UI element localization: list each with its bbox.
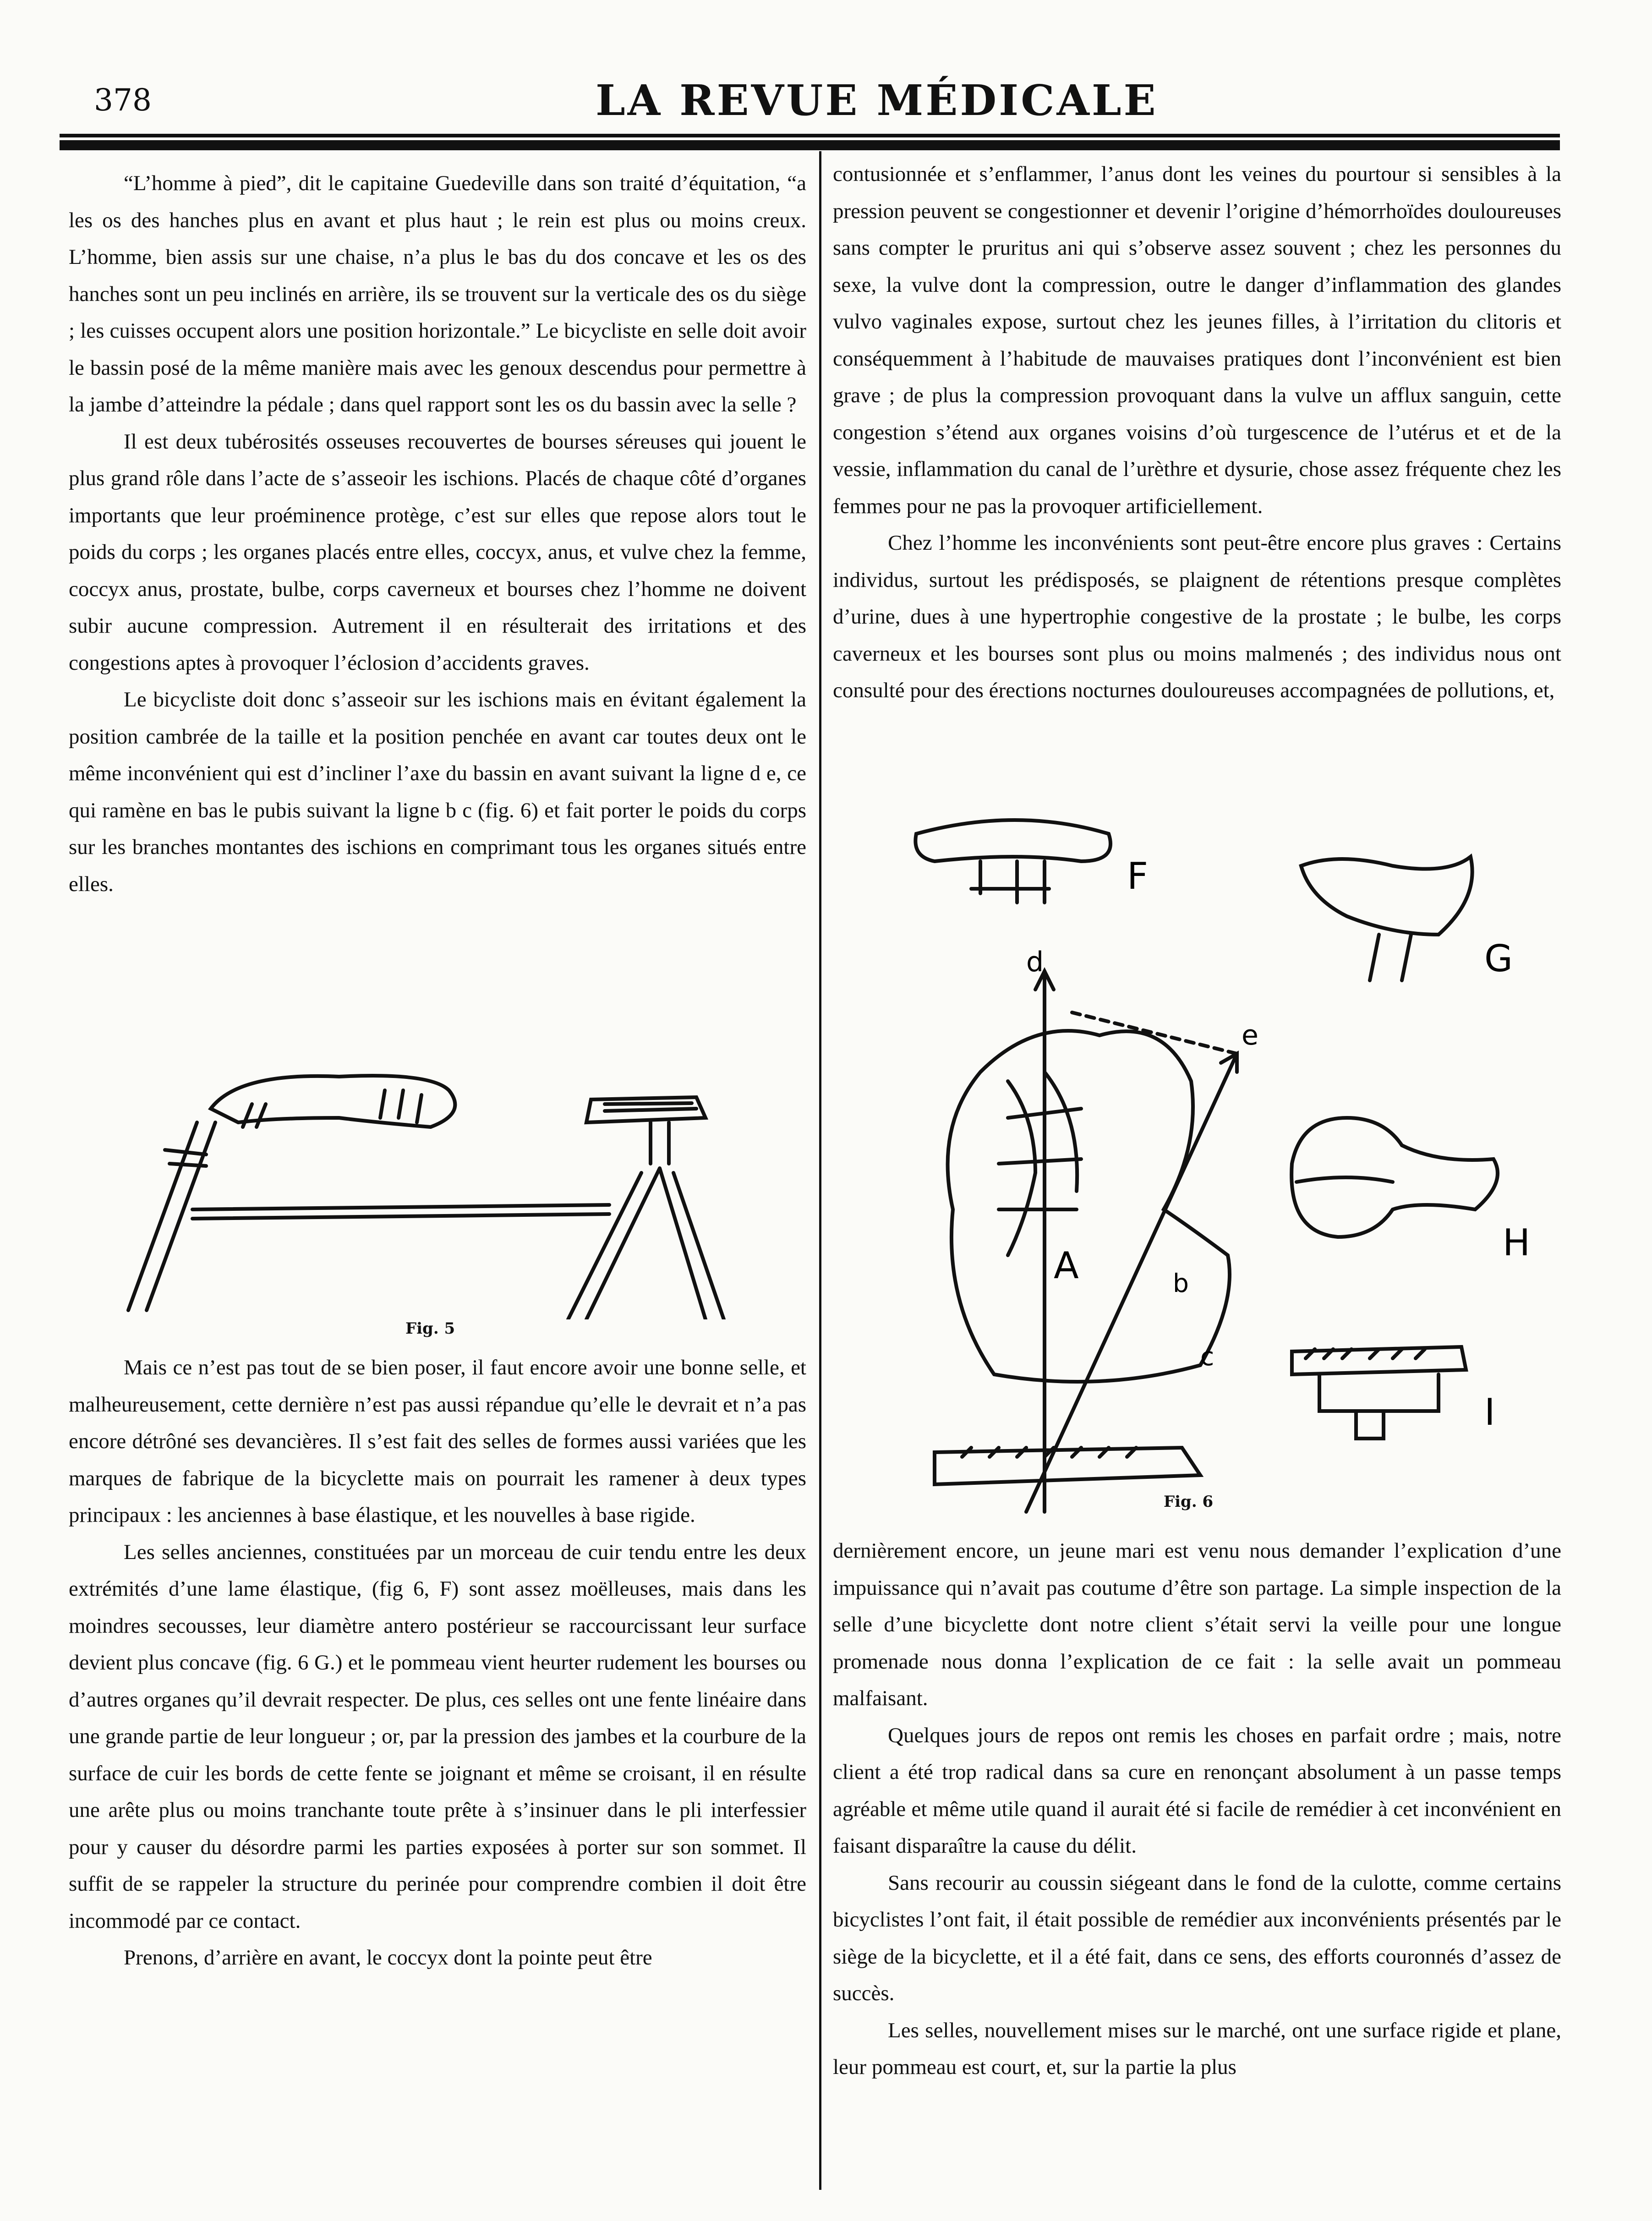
header-rule-thick — [60, 140, 1560, 150]
saddle-base — [935, 1448, 1200, 1484]
figure-6-label-b: b — [1173, 1269, 1189, 1298]
paragraph: Mais ce n’est pas tout de se bien poser, il faut encore avoir une bonne selle, et malheureusement, cette dernière n’est pas aussi répandue qu’elle le devrait et n’a pas encore détrôné ses devancières. Il s’est fait des selles de formes aussi variées que les marques de fabrique de la bicyclette mais on pourrait les ramener à deux types principaux : les anciennes à base élastique, et les nouvelles à base rigide. — [69, 1356, 806, 1527]
figure-5-bicycle-drawing — [101, 1054, 788, 1319]
paragraph: Prenons, d’arrière en avant, le coccyx dont la pointe peut être — [124, 1946, 652, 1969]
seat-post — [651, 1122, 669, 1164]
figure-6-saddles-and-pelvis — [843, 797, 1558, 1530]
right-column-text-bottom — [833, 1532, 1561, 2086]
left-column-text-top — [69, 165, 806, 903]
left-column-text-bottom — [69, 1349, 806, 1976]
figure-6-label-a: A — [1054, 1244, 1079, 1287]
figure-5-caption: Fig. 5 — [405, 1319, 455, 1338]
figure-6-caption: Fig. 6 — [1164, 1493, 1214, 1511]
header-rule-thin — [60, 134, 1560, 137]
paragraph: contusionnée et s’enflammer, l’anus dont les veines du pourtour si sensibles à la pression peuvent se congestionner et devenir l’origine d’hémorrhoïdes douloureuses sans compter le pruritus ani qui s’observe assez souvent ; chez les personnes du sexe, la vulve dont la compression, outre le danger d’inflammation des glandes vulvo vaginales expose, surtout chez les jeunes filles, à l’irritation du clitoris et conséquemment à l’habitude de mauvaises pratiques dont l’inconvénient est bien grave ; de plus la compression provoquant dans la vulve un afflux sanguin, cette congestion s’étend aux organes voisins d’où turgescence de l’utérus et et de la vessie, inflammation du canal de l’urèthre et dysurie, chose assez fréquente chez les femmes pour ne pas la provoquer artificiellement. — [833, 162, 1561, 518]
figure-6-label-f: F — [1127, 855, 1149, 897]
figure-6-label-c: c — [1200, 1342, 1214, 1371]
figure-6-label-e: e — [1242, 1019, 1258, 1051]
running-head-title: LA REVUE MÉDICALE — [596, 76, 1158, 125]
paragraph: Les selles, nouvellement mises sur le marché, ont une surface rigide et plane, leur pommeau est court, et, sur la partie la plus — [833, 2018, 1561, 2079]
paragraph: Le bicycliste doit donc s’asseoir sur les ischions mais en évitant également la position cambrée de la taille et la position penchée en avant car toutes deux ont le même inconvénient qui est d’incliner l’axe du bassin en avant suivant la ligne d e, ce qui ramène en bas le pubis suivant la ligne b c (fig. 6) et fait porter le poids du corps sur les branches montantes des ischions en comprimant tous les organes situés entre elles. — [69, 688, 806, 896]
page-number: 378 — [94, 82, 152, 118]
right-column-text-top — [833, 156, 1561, 709]
seat-stays — [568, 1168, 724, 1319]
saddle-g — [1301, 857, 1472, 935]
paragraph: Quelques jours de repos ont remis les choses en parfait ordre ; mais, notre client a été trop radical dans sa cure en renonçant absolument à un passe temps agréable et même utile quand il aurait été si facile de remédier à cet inconvénient en faisant disparaître la cause du délit. — [833, 1723, 1561, 1858]
paragraph: dernièrement encore, un jeune mari est venu nous demander l’explication d’une impuissance qui n’avait pas coutume d’être son partage. La simple inspection de la selle d’une bicyclette dont notre client s’était servi la veille pour une longue promenade nous donna l’explication de ce fait : la selle avait un pommeau malfaisant. — [833, 1539, 1561, 1710]
top-tube — [192, 1205, 609, 1219]
column-divider — [819, 151, 821, 2190]
saddle-f — [915, 820, 1110, 861]
figure-6-label-g: G — [1484, 937, 1513, 980]
paragraph: Sans recourir au coussin siégeant dans le fond de la culotte, comme certains bicyclistes l’ont fait, il était possible de remédier aux inconvénients présentés par le siège de la bicyclette, et il a été fait, dans ce sens, des efforts couronnés d’assez de succès. — [833, 1871, 1561, 2005]
figure-6-label-h: H — [1503, 1221, 1531, 1264]
pelvis-outline — [948, 1031, 1230, 1382]
paragraph: Les selles anciennes, constituées par un morceau de cuir tendu entre les deux extrémités d’une lame élastique, (fig 6, F) sont assez moëlleuses, mais dans les moindres secousses, leur diamètre antero postérieur se raccourcissant leur surface devient plus concave (fig. 6 G.) et le pommeau vient heurter rudement les bourses ou d’autres organes qu’il devrait respecter. De plus, ces selles ont une fente linéaire dans une grande partie de leur longueur ; or, par la pression des jambes et la courbure de la surface de cuir les bords de cette fente se joignant et même se croisant, il en résulte une arête plus ou moins tranchante toute prête à s’insinuer dans le pli interfessier pour y causer du désordre parmi les parties exposées à porter sur son sommet. Il suffit de se rappeler la structure du perinée pour comprendre combien il doit être incommodé par ce contact. — [69, 1540, 806, 1933]
figure-6-label-i: I — [1484, 1391, 1495, 1433]
figure-6-label-d: d — [1026, 946, 1044, 978]
paragraph: Chez l’homme les inconvénients sont peut-être encore plus graves : Certains individus, surtout les prédisposés, se plaignent de rétentions presque complètes d’urine, dues à une hypertrophie congestive de la prostate ; le bulbe, les corps caverneux et les bourses sont plus ou moins malmenés ; des individus nous ont consulté pour des érections nocturnes douloureuses accompagnées de pollutions, et, — [833, 531, 1561, 702]
paragraph: Il est deux tubérosités osseuses recouvertes de bourses séreuses qui jouent le plus grand rôle dans l’acte de s’asseoir les ischions. Placés de chaque côté d’organes importants que leur proéminence protège, c’est sur elles que repose alors tout le poids du corps ; les organes placés entre elles, coccyx, anus, et vulve chez la femme, coccyx anus, prostate, bulbe, corps caverneux et bourses chez l’homme ne doivent subir aucune compression. Autrement il en résulterait des irritations et des congestions aptes à provoquer l’éclosion d’accidents graves. — [69, 429, 806, 675]
paragraph: “L’homme à pied”, dit le capitaine Guedeville dans son traité d’équitation, “a les os des hanches plus en avant et plus haut ; le rein est plus ou moins creux. L’homme, bien assis sur une chaise, n’a plus le bas du dos concave et les os des hanches sont un peu inclinés en arrière, ils se trouvent sur la verticale des os du siège ; les cuisses occupent alors une position horizontale.” Le bicycliste en selle doit avoir le bassin posé de la même manière mais avec les genoux descendus pour permettre à la jambe d’atteindre la pédale ; dans quel rapport sont les os du bassin avec la selle ? — [69, 171, 806, 416]
